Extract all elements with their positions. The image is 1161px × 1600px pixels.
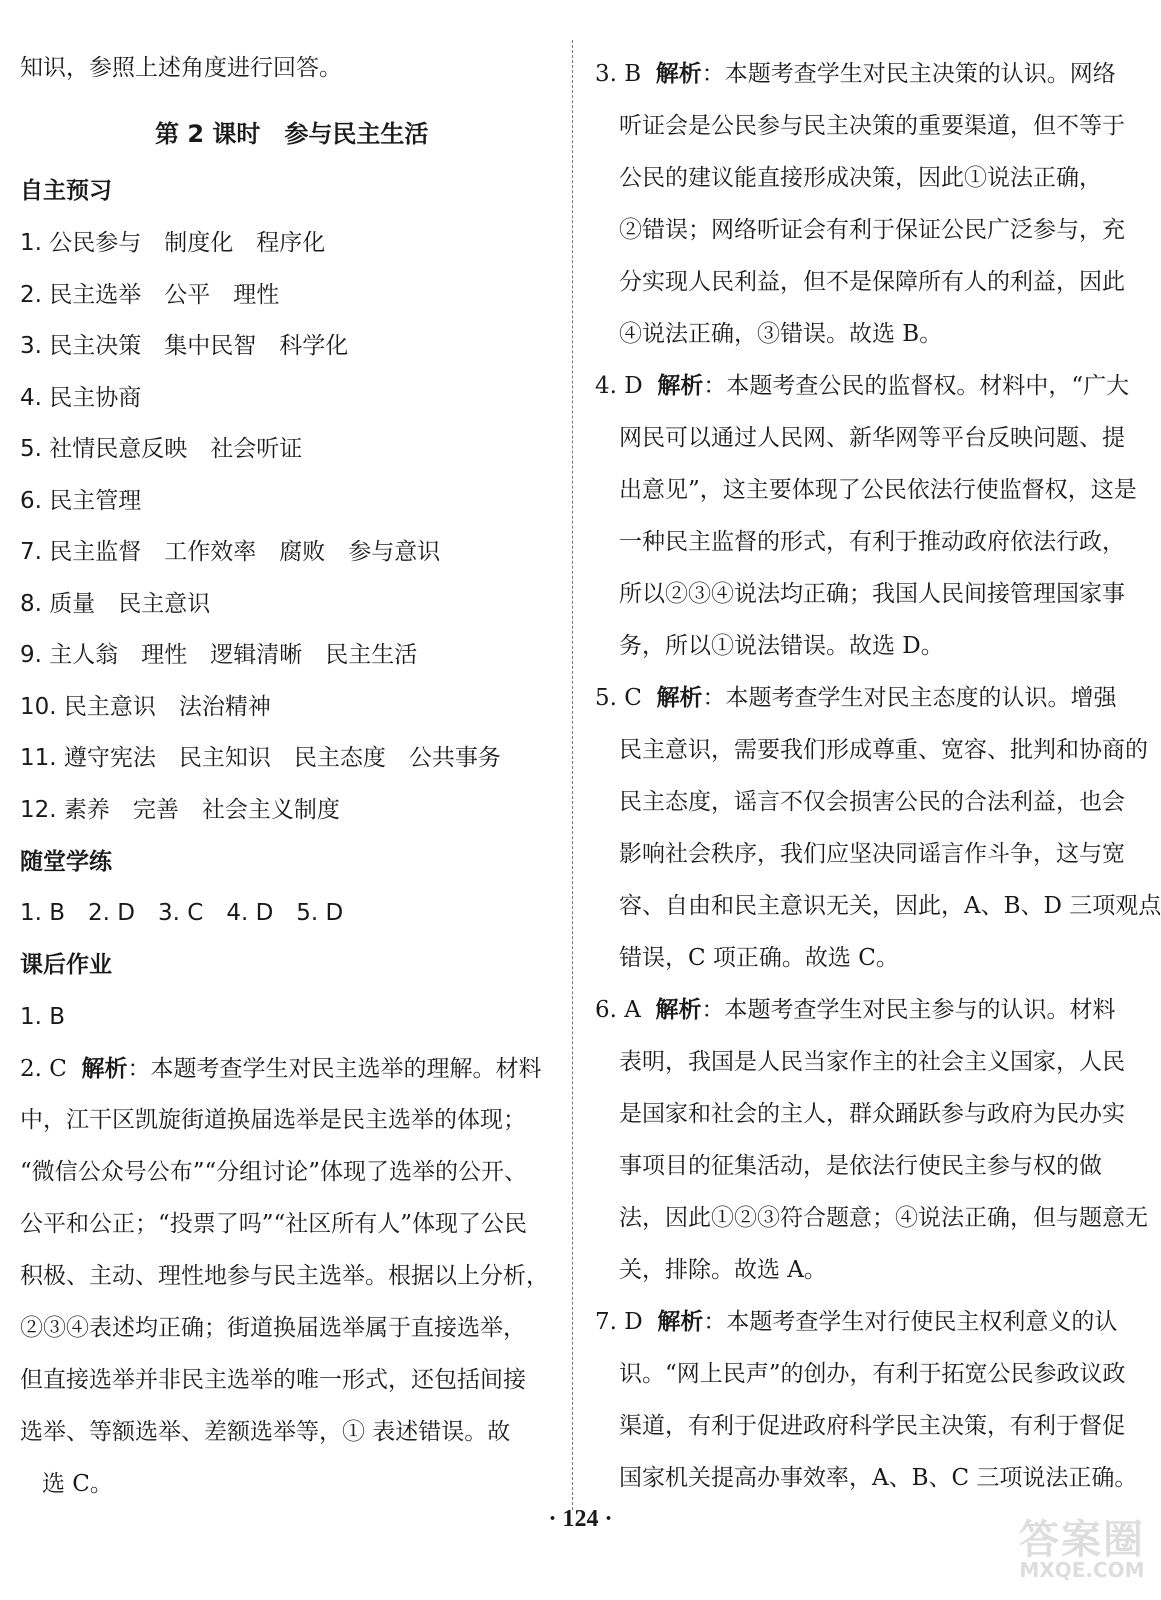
analysis-text: ：本题考查学生对行使民主权利意义的认	[703, 1309, 1118, 1335]
analysis-line: 民主意识，需要我们形成尊重、宽容、批判和协商的	[619, 737, 1148, 763]
homework-answer-1: 1. B	[20, 1004, 66, 1030]
analysis-line: 关，排除。故选 A。	[619, 1257, 827, 1283]
analysis-line: 是国家和社会的主人，群众踊跃参与政府为民办实	[619, 1101, 1125, 1127]
answer-label: 4. D	[595, 373, 643, 399]
analysis-label: 解析	[655, 997, 702, 1023]
answer-label: 7. D	[595, 1309, 643, 1335]
preview-item: 10. 民主意识 法治精神	[20, 694, 271, 720]
analysis-line: 识。“网上民声”的创办，有利于拓宽公民参政议政	[619, 1361, 1126, 1387]
analysis-line: 选 C。	[42, 1471, 113, 1497]
analysis-line: 公平和公正；“投票了吗”“社区所有人”体现了公民	[20, 1211, 528, 1237]
analysis-label: 解析	[657, 373, 704, 399]
analysis-label: 解析	[657, 1309, 704, 1335]
analysis-line: 网民可以通过人民网、新华网等平台反映问题、提	[619, 425, 1125, 451]
preview-item: 5. 社情民意反映 社会听证	[20, 436, 303, 462]
preview-item: 2. 民主选举 公平 理性	[20, 282, 280, 308]
analysis-line: 积极、主动、理性地参与民主选举。根据以上分析，	[20, 1263, 549, 1289]
analysis-line: ②③④表述均正确；街道换届选举属于直接选举，	[20, 1315, 526, 1341]
analysis-line: 听证会是公民参与民主决策的重要渠道，但不等于	[619, 113, 1125, 139]
answer-label: 5. C	[595, 685, 642, 711]
analysis-line: 事项目的征集活动，是依法行使民主参与权的做	[619, 1153, 1102, 1179]
analysis-label: 解析	[81, 1056, 128, 1082]
section-heading-preview: 自主预习	[20, 178, 112, 204]
homework-answer-2-first-line	[20, 1053, 541, 1085]
preview-item: 8. 质量 民主意识	[20, 591, 211, 617]
preview-item: 4. 民主协商	[20, 385, 142, 411]
answer-5-first-line	[595, 682, 1116, 714]
answer-4-first-line	[595, 370, 1129, 402]
answer-label: 2. C	[20, 1056, 67, 1082]
analysis-line: 民主态度，谣言不仅会损害公民的合法利益，也会	[619, 789, 1125, 815]
practice-answers: 1. B 2. D 3. C 4. D 5. D	[20, 900, 344, 926]
preview-item: 6. 民主管理	[20, 488, 142, 514]
analysis-text: ：本题考查学生对民主态度的认识。增强	[702, 685, 1117, 711]
answer-label: 3. B	[595, 61, 642, 87]
intro-line: 知识，参照上述角度进行回答。	[20, 55, 342, 81]
analysis-text: ：本题考查学生对民主参与的认识。材料	[701, 997, 1116, 1023]
preview-item: 11. 遵守宪法 民主知识 民主态度 公共事务	[20, 745, 501, 771]
answer-7-first-line	[595, 1306, 1117, 1338]
analysis-line: 渠道，有利于促进政府科学民主决策，有利于督促	[619, 1413, 1125, 1439]
preview-item: 9. 主人翁 理性 逻辑清晰 民主生活	[20, 642, 418, 668]
page-number: · 124 ·	[548, 1506, 613, 1532]
section-heading-practice: 随堂学练	[20, 849, 112, 875]
preview-item: 1. 公民参与 制度化 程序化	[20, 230, 326, 256]
analysis-line: 法，因此①②③符合题意；④说法正确，但与题意无	[619, 1205, 1148, 1231]
column-divider	[572, 40, 573, 1510]
watermark-text: 答案圈	[1019, 1517, 1145, 1563]
answer-3-first-line	[595, 58, 1116, 90]
analysis-label: 解析	[655, 61, 702, 87]
analysis-line: 务，所以①说法错误。故选 D。	[619, 633, 944, 659]
analysis-line: 所以②③④说法均正确；我国人民间接管理国家事	[619, 581, 1125, 607]
analysis-text: ：本题考查学生对民主选举的理解。材料	[127, 1056, 542, 1082]
analysis-line: ④说法正确，③错误。故选 B。	[619, 321, 943, 347]
analysis-line: 分实现人民利益，但不是保障所有人的利益，因此	[619, 269, 1125, 295]
answer-6-first-line	[595, 994, 1116, 1026]
analysis-line: 选举、等额选举、差额选举等，① 表述错误。故	[20, 1419, 511, 1445]
analysis-line: 容、自由和民主意识无关，因此，A、B、D 三项观点	[619, 893, 1161, 919]
analysis-line: 公民的建议能直接形成决策，因此①说法正确，	[619, 165, 1102, 191]
analysis-text: ：本题考查学生对民主决策的认识。网络	[701, 61, 1116, 87]
preview-item: 3. 民主决策 集中民智 科学化	[20, 333, 349, 359]
analysis-line: ②错误；网络听证会有利于保证公民广泛参与，充	[619, 217, 1125, 243]
analysis-line: 中，江干区凯旋街道换届选举是民主选举的体现；	[20, 1107, 526, 1133]
analysis-label: 解析	[656, 685, 703, 711]
analysis-line: 一种民主监督的形式，有利于推动政府依法行政，	[619, 529, 1125, 555]
preview-item: 12. 素养 完善 社会主义制度	[20, 797, 340, 823]
preview-item: 7. 民主监督 工作效率 腐败 参与意识	[20, 539, 441, 565]
watermark-url: MXQE.COM	[1019, 1558, 1145, 1582]
analysis-line: 出意见”，这主要体现了公民依法行使监督权，这是	[619, 477, 1137, 503]
analysis-line: 错误，C 项正确。故选 C。	[619, 945, 899, 971]
analysis-line: 但直接选举并非民主选举的唯一形式，还包括间接	[20, 1367, 526, 1393]
section-heading-homework: 课后作业	[20, 952, 112, 978]
analysis-line: 影响社会秩序，我们应坚决同谣言作斗争，这与宽	[619, 841, 1125, 867]
analysis-line: 国家机关提高办事效率，A、B、C 三项说法正确。	[619, 1465, 1138, 1491]
answer-label: 6. A	[595, 997, 641, 1023]
lesson-title: 第 2 课时 参与民主生活	[155, 120, 429, 148]
analysis-text: ：本题考查公民的监督权。材料中，“广大	[703, 373, 1130, 399]
analysis-line: “微信公众号公布”“分组讨论”体现了选举的公开、	[20, 1159, 528, 1185]
watermark-logo	[1017, 1508, 1147, 1592]
analysis-line: 表明，我国是人民当家作主的社会主义国家，人民	[619, 1049, 1125, 1075]
